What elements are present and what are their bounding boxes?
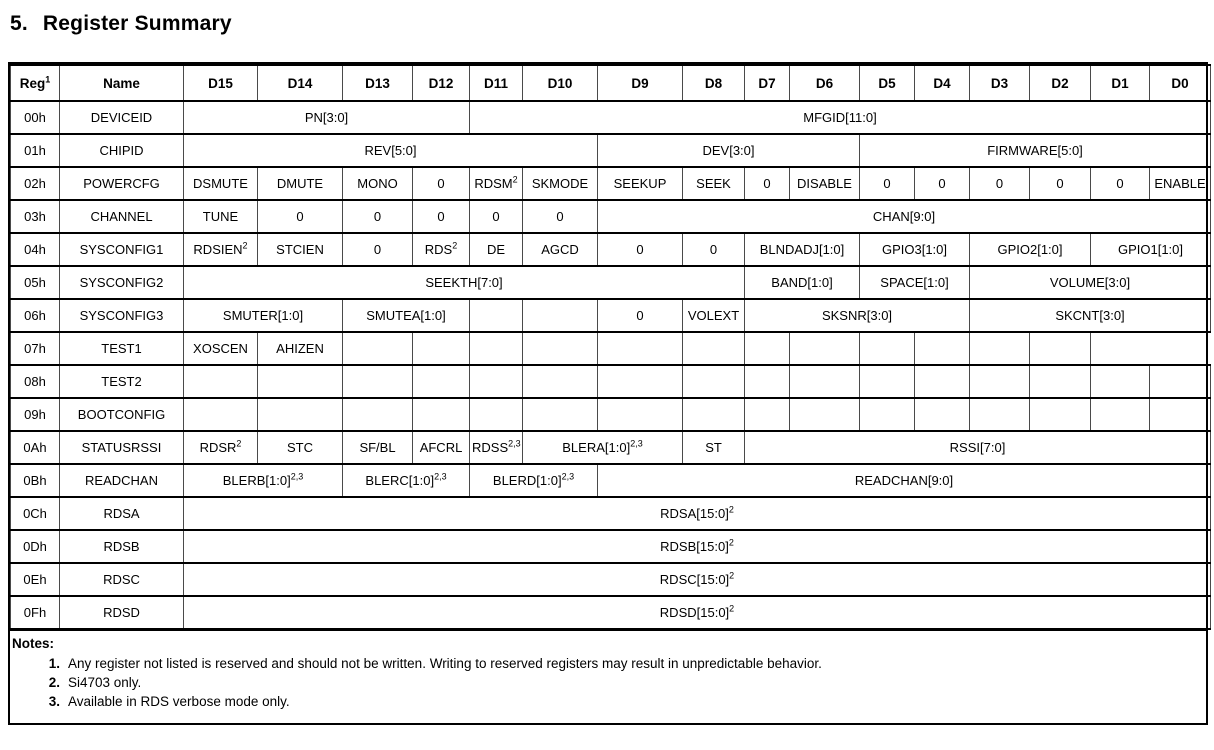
bit-field-cell [683,332,745,365]
bit-field-cell [523,398,598,431]
bit-field-cell [745,365,790,398]
note-item-2 [12,673,1198,692]
reg-address-cell: 09h [11,398,60,431]
bit-field-cell: 0 [598,299,683,332]
register-row-01h [11,134,1211,167]
bit-field-cell: 0 [598,233,683,266]
bit-field-cell: STCIEN [258,233,343,266]
page-title [10,12,1214,36]
footnote-superscript: 2 [236,438,242,449]
note-item-1 [12,654,1198,673]
bit-field-cell: SMUTER[1:0] [184,299,343,332]
header-row [11,65,1211,101]
bit-field-cell: RDSM$^2$ [470,167,523,200]
reg-name-cell: SYSCONFIG3 [60,299,184,332]
note-text: Available in RDS verbose mode only. [68,694,290,709]
bit-field-cell: ENABLE [1150,167,1211,200]
column-header-d14: D14 [258,65,343,101]
footnote-superscript: 1 [45,74,51,84]
bit-field-cell: REV[5:0] [184,134,598,167]
bit-field-cell: AFCRL [413,431,470,464]
bit-field-cell: BLERB[1:0]$^{2,3}$ [184,464,343,497]
footnote-superscript: 2 [452,240,458,251]
column-header-d7: D7 [745,65,790,101]
reg-address-cell: 07h [11,332,60,365]
bit-field-cell: 0 [745,167,790,200]
column-header-d8: D8 [683,65,745,101]
bit-field-cell: DISABLE [790,167,860,200]
note-number: 3. [48,694,60,709]
bit-field-cell: VOLUME[3:0] [970,266,1211,299]
column-header-d3: D3 [970,65,1030,101]
bit-field-cell: 0 [1091,167,1150,200]
bit-field-cell [598,398,683,431]
note-text: Any register not listed is reserved and should not be written. Writing to reserved registers may result in unpredictable behavior. [68,656,822,671]
bit-field-cell: DE [470,233,523,266]
bit-field-cell: DSMUTE [184,167,258,200]
bit-field-cell: 0 [860,167,915,200]
column-header-d12: D12 [413,65,470,101]
reg-name-cell: SYSCONFIG1 [60,233,184,266]
bit-field-cell: GPIO1[1:0] [1091,233,1211,266]
register-row-00h [11,101,1211,134]
reg-name-cell: RDSC [60,563,184,596]
reg-address-cell: 01h [11,134,60,167]
bit-field-cell [184,365,258,398]
bit-field-cell: RDSA[15:0]$^2$ [184,497,1211,530]
bit-field-cell [790,365,860,398]
bit-field-cell [1030,332,1091,365]
column-header-d15: D15 [184,65,258,101]
bit-field-cell [470,332,523,365]
bit-field-cell: MFGID[11:0] [470,101,1211,134]
bit-field-cell [915,365,970,398]
register-row-0Fh [11,596,1211,629]
register-row-0Ah [11,431,1211,464]
bit-field-cell: BLERD[1:0]$^{2,3}$ [470,464,598,497]
bit-field-cell: BLERA[1:0]$^{2,3}$ [523,431,683,464]
bit-field-cell [745,398,790,431]
bit-field-cell [470,365,523,398]
register-row-05h [11,266,1211,299]
register-table-frame [8,62,1208,725]
bit-field-cell [745,332,790,365]
bit-field-cell: SKMODE [523,167,598,200]
bit-field-cell: PN[3:0] [184,101,470,134]
bit-field-cell: BAND[1:0] [745,266,860,299]
section-title-text: Register Summary [42,12,232,35]
column-header-d2: D2 [1030,65,1091,101]
reg-address-cell: 0Eh [11,563,60,596]
reg-name-cell: STATUSRSSI [60,431,184,464]
bit-field-cell: READCHAN[9:0] [598,464,1211,497]
reg-name-cell: RDSB [60,530,184,563]
bit-field-cell [790,398,860,431]
bit-field-cell [413,332,470,365]
bit-field-cell [915,332,970,365]
column-header-d1: D1 [1091,65,1150,101]
register-row-08h [11,365,1211,398]
bit-field-cell: 0 [523,200,598,233]
bit-field-cell: GPIO2[1:0] [970,233,1091,266]
bit-field-cell: 0 [1030,167,1091,200]
bit-field-cell [343,365,413,398]
bit-field-cell: SEEKTH[7:0] [184,266,745,299]
reg-address-cell: 04h [11,233,60,266]
bit-field-cell [470,398,523,431]
bit-field-cell [860,332,915,365]
bit-field-cell: 0 [413,167,470,200]
notes-label: Notes: [12,636,55,651]
bit-field-cell: AGCD [523,233,598,266]
bit-field-cell [1091,365,1150,398]
footnote-superscript: 2,3 [508,438,521,449]
bit-field-cell: TUNE [184,200,258,233]
bit-field-cell: 0 [683,233,745,266]
bit-field-cell: DEV[3:0] [598,134,860,167]
bit-field-cell [970,398,1030,431]
bit-field-cell [1150,398,1211,431]
bit-field-cell: 0 [343,200,413,233]
bit-field-cell [343,332,413,365]
bit-field-cell: 0 [970,167,1030,200]
notes-section [10,630,1206,723]
bit-field-cell [683,365,745,398]
bit-field-cell [1150,365,1211,398]
bit-field-cell: BLNDADJ[1:0] [745,233,860,266]
reg-address-cell: 0Ah [11,431,60,464]
reg-address-cell: 0Ch [11,497,60,530]
bit-field-cell: AHIZEN [258,332,343,365]
reg-address-cell: 08h [11,365,60,398]
note-item-3 [12,692,1198,711]
bit-field-cell: 0 [470,200,523,233]
bit-field-cell: SKSNR[3:0] [745,299,970,332]
table-header [11,65,1211,101]
bit-field-cell [470,299,523,332]
bit-field-cell: 0 [343,233,413,266]
bit-field-cell: RDSB[15:0]$^2$ [184,530,1211,563]
bit-field-cell: VOLEXT [683,299,745,332]
reg-name-cell: TEST1 [60,332,184,365]
bit-field-cell [1030,398,1091,431]
reg-address-cell: 03h [11,200,60,233]
bit-field-cell [523,299,598,332]
bit-field-cell: 0 [413,200,470,233]
bit-field-cell: SPACE[1:0] [860,266,970,299]
register-row-0Ch [11,497,1211,530]
register-row-07h [11,332,1211,365]
bit-field-cell: RDSD[15:0]$^2$ [184,596,1211,629]
bit-field-cell [970,365,1030,398]
bit-field-cell: 0 [258,200,343,233]
reg-name-cell: CHANNEL [60,200,184,233]
column-header-d6: D6 [790,65,860,101]
footnote-superscript: 2 [728,504,734,515]
footnote-superscript: 2,3 [630,438,643,449]
footnote-superscript: 2,3 [434,471,447,482]
bit-field-cell [1030,365,1091,398]
reg-address-cell: 05h [11,266,60,299]
register-row-0Bh [11,464,1211,497]
footnote-superscript: 2 [728,537,734,548]
reg-name-cell: TEST2 [60,365,184,398]
bit-field-cell: GPIO3[1:0] [860,233,970,266]
column-header-d9: D9 [598,65,683,101]
bit-field-cell: RDSR$^2$ [184,431,258,464]
bit-field-cell: MONO [343,167,413,200]
register-row-03h [11,200,1211,233]
bit-field-cell: SEEK [683,167,745,200]
footnote-superscript: 2,3 [290,471,304,482]
reg-name-cell: SYSCONFIG2 [60,266,184,299]
bit-field-cell: 0 [915,167,970,200]
register-row-0Dh [11,530,1211,563]
reg-name-cell: POWERCFG [60,167,184,200]
reg-name-cell: RDSA [60,497,184,530]
bit-field-cell [258,398,343,431]
reg-address-cell: 0Fh [11,596,60,629]
bit-field-cell [413,365,470,398]
reg-name-cell: CHIPID [60,134,184,167]
note-text: Si4703 only. [68,675,142,690]
column-header-reg: Reg$^1$ [11,65,60,101]
reg-name-cell: BOOTCONFIG [60,398,184,431]
bit-field-cell: ST [683,431,745,464]
column-header-d4: D4 [915,65,970,101]
reg-address-cell: 06h [11,299,60,332]
register-row-02h [11,167,1211,200]
column-header-d13: D13 [343,65,413,101]
register-row-09h [11,398,1211,431]
register-summary-table [10,64,1211,630]
column-header-d11: D11 [470,65,523,101]
register-row-04h [11,233,1211,266]
bit-field-cell [915,398,970,431]
footnote-superscript: 2 [512,174,518,185]
reg-address-cell: 0Bh [11,464,60,497]
bit-field-cell: RDSC[15:0]$^2$ [184,563,1211,596]
column-header-d0: D0 [1150,65,1211,101]
bit-field-cell: RDSS$^{2,3}$ [470,431,523,464]
bit-field-cell: STC [258,431,343,464]
column-header-name: Name [60,65,184,101]
reg-address-cell: 00h [11,101,60,134]
bit-field-cell [860,398,915,431]
bit-field-cell [860,365,915,398]
bit-field-cell [523,365,598,398]
note-number: 2. [48,675,60,690]
column-header-d10: D10 [523,65,598,101]
bit-field-cell: RDS$^2$ [413,233,470,266]
bit-field-cell [184,398,258,431]
register-row-0Eh [11,563,1211,596]
note-number: 1. [48,656,60,671]
bit-field-cell [598,365,683,398]
bit-field-cell: SF/BL [343,431,413,464]
bit-field-cell [258,365,343,398]
bit-field-cell [343,398,413,431]
footnote-superscript: 2 [729,570,735,581]
footnote-superscript: 2 [729,603,735,614]
bit-field-cell: RDSIEN$^2$ [184,233,258,266]
bit-field-cell [1091,398,1150,431]
bit-field-cell: SMUTEA[1:0] [343,299,470,332]
reg-name-cell: READCHAN [60,464,184,497]
table-body [11,101,1211,629]
column-header-d5: D5 [860,65,915,101]
bit-field-cell [523,332,598,365]
bit-field-cell: CHAN[9:0] [598,200,1211,233]
footnote-superscript: 2,3 [561,471,575,482]
reg-address-cell: 0Dh [11,530,60,563]
register-row-06h [11,299,1211,332]
bit-field-cell [598,332,683,365]
bit-field-cell: RSSI[7:0] [745,431,1211,464]
reg-address-cell: 02h [11,167,60,200]
footnote-superscript: 2 [242,240,248,251]
reg-name-cell: DEVICEID [60,101,184,134]
bit-field-cell: XOSCEN [184,332,258,365]
bit-field-cell: FIRMWARE[5:0] [860,134,1211,167]
bit-field-cell: DMUTE [258,167,343,200]
bit-field-cell: BLERC[1:0]$^{2,3}$ [343,464,470,497]
bit-field-cell [790,332,860,365]
bit-field-cell [413,398,470,431]
reg-name-cell: RDSD [60,596,184,629]
section-number: 5. [10,12,28,35]
bit-field-cell: SEEKUP [598,167,683,200]
bit-field-cell [970,332,1030,365]
bit-field-cell [683,398,745,431]
bit-field-cell: SKCNT[3:0] [970,299,1211,332]
